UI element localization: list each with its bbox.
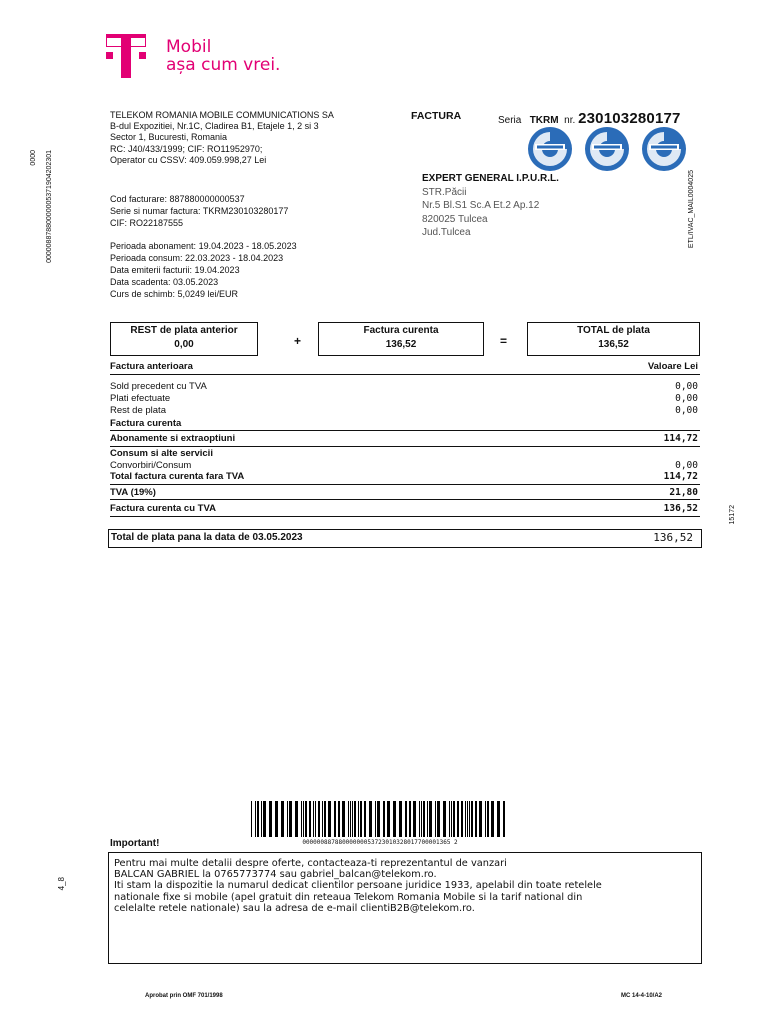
client-address	[422, 172, 559, 240]
table-row: Abonamente si extraoptiuni 114,72	[110, 433, 698, 444]
equals-sign: =	[500, 334, 508, 348]
table-section: Factura curenta	[110, 418, 182, 429]
client-name: EXPERT GENERAL I.P.U.R.L.	[422, 173, 559, 184]
perioada-abonament: Perioada abonament: 19.04.2023 - 18.05.2023	[110, 241, 297, 251]
invoice-number: 230103280177	[578, 110, 681, 127]
table-row: Rest de plata 0,00	[110, 405, 698, 416]
company-sector: Sector 1, Bucuresti, Romania	[110, 132, 228, 143]
side-small-left: 4_8	[57, 877, 66, 891]
important-box	[108, 852, 702, 964]
side-number-right: 15172	[729, 505, 736, 525]
table-row: Convorbiri/Consum 0,00	[110, 460, 698, 471]
curs-schimb: Curs de schimb: 5,0249 lei/EUR	[110, 289, 239, 299]
barcode-number: 00000088788000000053723010328017700001365 2	[302, 839, 458, 846]
side-code-left: 00000887880000005371904202301	[46, 150, 53, 263]
company-name: TELEKOM ROMANIA MOBILE COMMUNICATIONS SA	[110, 110, 334, 120]
cod-facturare: Cod facturare: 887880000000537	[110, 194, 245, 204]
company-rc: RC: J40/433/1999; CIF: RO11952970;	[110, 143, 263, 154]
data-emiterii: Data emiterii facturii: 19.04.2023	[110, 265, 240, 275]
barcode	[251, 801, 509, 837]
invoice-details	[110, 193, 297, 300]
perioada-consum: Perioada consum: 22.03.2023 - 18.04.2023	[110, 253, 284, 263]
telekom-t-logo	[106, 34, 146, 80]
rest-plata-box: REST de plata anterior 0,00	[110, 322, 258, 356]
company-info	[110, 110, 334, 166]
slogan: Mobil așa cum vrei.	[166, 37, 281, 75]
invoice-series: Seria TKRM nr. 230103280177	[498, 110, 681, 127]
invoice-title: FACTURA	[411, 110, 462, 122]
table-row: Factura curenta cu TVA 136,52	[110, 503, 698, 514]
table-row: TVA (19%) 21,80	[110, 487, 698, 498]
client-address-line: Nr.5 Bl.S1 Sc.A Et.2 Ap.12	[422, 200, 540, 212]
company-address: B-dul Expozitiei, Nr.1C, Cladirea B1, Etajele 1, 2 si 3	[110, 121, 319, 132]
factura-curenta-box: Factura curenta 136,52	[318, 322, 484, 356]
footer-code: MC 14-4-10/A2	[621, 993, 663, 999]
serie-numar: Serie si numar factura: TKRM230103280177	[110, 206, 289, 216]
cif: CIF: RO22187555	[110, 218, 184, 228]
footer-approval: Aprobat prin OMF 701/1998	[145, 993, 223, 999]
client-city: 820025 Tulcea	[422, 213, 488, 225]
total-plata-box: TOTAL de plata 136,52	[527, 322, 700, 356]
data-scadenta: Data scadenta: 03.05.2023	[110, 277, 219, 287]
table-row: Total factura curenta fara TVA 114,72	[110, 471, 698, 482]
company-operator: Operator cu CSSV: 409.059.998,27 Lei	[110, 154, 267, 165]
table-section: Consum si alte servicii	[110, 448, 213, 459]
table-row: Sold precedent cu TVA 0,00	[110, 381, 698, 392]
table-header: Factura anterioara Valoare Lei	[110, 361, 698, 372]
client-street: STR.Păcii	[422, 186, 467, 198]
table-row: Plati efectuate 0,00	[110, 393, 698, 404]
certification-badges-icon	[527, 126, 703, 172]
client-county: Jud.Tulcea	[422, 227, 471, 239]
important-text: Pentru mai multe detalii despre oferte, contacteaza-ti reprezentantul de vanzari BALCAN GABRIEL la 0765773774 sau gabriel_balcan@telekom.ro. Iti stam la dispozitie la numarul dedicat clientilor persoane juridice 1933, apelabil din toate retelele nationale fixe si mobile (apel gratuit din reteaua Telekom Romania Mobile si la tarif national din celelalte retele nationale) sau la adresa de e-mail clientiB2B@telekom.ro.	[114, 858, 602, 914]
important-title: Important!	[110, 838, 160, 849]
side-code-right: ETL/IVAC_MAIL0004025	[688, 170, 695, 249]
side-code-top-left: 0000	[30, 150, 37, 166]
plus-sign: +	[294, 334, 302, 348]
total-de-plata-box: Total de plata pana la data de 03.05.2023 136,52	[108, 529, 702, 548]
